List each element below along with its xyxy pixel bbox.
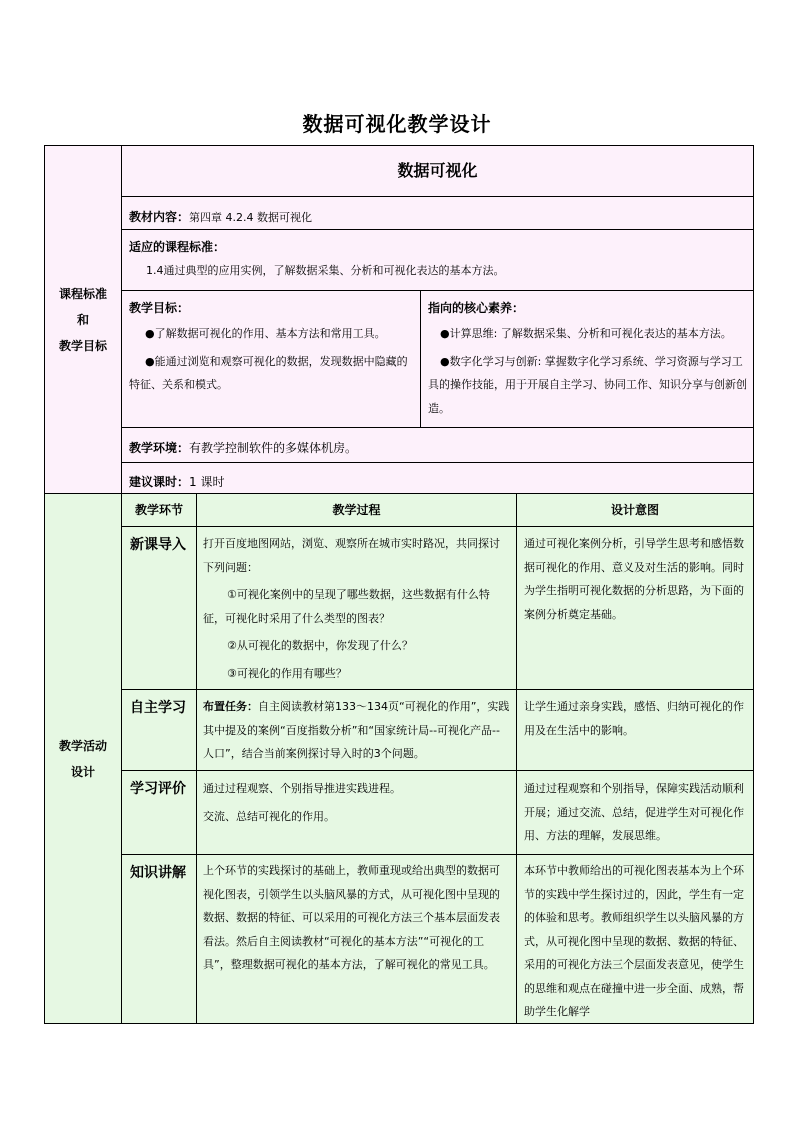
side-label-line: 设计	[70, 764, 95, 779]
intent-text: 让学生通过亲身实践，感悟、归纳可视化的作用及在生活中的影响。	[524, 700, 744, 737]
intent-cell	[517, 855, 753, 1023]
lesson-plan-table	[44, 145, 754, 1024]
process-cell	[197, 771, 516, 854]
grid-line	[122, 290, 753, 291]
standard-text: 1.4通过典型的应用实例，了解数据采集、分析和可视化表达的基本方法。	[146, 264, 505, 277]
hours-value: 1 课时	[189, 475, 225, 489]
grid-line	[121, 146, 122, 1023]
grid-line	[122, 854, 753, 855]
process-question: ②从可视化的数据中，你发现了什么？	[227, 639, 413, 652]
grid-line	[122, 427, 753, 428]
grid-line	[122, 770, 753, 771]
environment-value: 有教学控制软件的多媒体机房。	[189, 441, 358, 455]
grid-line	[122, 526, 753, 527]
grid-line	[516, 494, 517, 1023]
literacy-item: ●数字化学习与创新: 掌握数字化学习系统、学习资源与学习工具的操作技能，用于开展自主学习、协同工作、知识分享与创新创造。	[428, 354, 747, 415]
intent-text: 通过过程观察和个别指导，保障实践活动顺利开展；通过交流、总结，促进学生对可视化作用、方法的理解，发展思维。	[524, 782, 744, 842]
hours-cell	[122, 463, 753, 493]
textbook-label: 教材内容：	[129, 210, 190, 224]
lesson-title-cell	[122, 146, 753, 196]
goals-cell	[122, 291, 420, 427]
process-question: ③可视化的作用有哪些？	[227, 666, 347, 680]
side-label-line: 教学活动	[58, 738, 107, 753]
side-label-line: 课程标准	[58, 286, 107, 301]
grid-line	[45, 493, 753, 494]
process-cell	[197, 855, 516, 1023]
literacy-cell	[421, 291, 753, 427]
intent-cell	[517, 771, 753, 854]
intent-text: 本环节中教师给出的可视化图表基本为上个环节的实践中学生探讨过的，因此，学生有一定的体验和思考。教师组织学生以头脑风暴的方式，从可视化图中呈现的数据、数据的特征、采用的可视化方法三个层面发表意见，使学生的思维和观点在碰撞中进一步全面、成熟，帮助学生化解学	[524, 864, 744, 1018]
grid-line	[122, 229, 753, 230]
side-label-line: 教学目标	[58, 338, 107, 353]
environment-cell	[122, 428, 753, 462]
process-text: 交流、总结可视化的作用。	[203, 809, 335, 823]
process-text: 上个环节的实践探讨的基础上，教师重现或给出典型的数据可视化图表，引领学生以头脑风暴的方式，从可视化图中呈现的数据、数据的特征、可以采用的可视化方法三个基本层面发表看法。然后自主阅读教材“可视化的基本方法”“可视化的工具”，整理数据可视化的基本方法，了解可视化的常见工具。	[203, 864, 500, 971]
task-label: 布置任务：	[203, 700, 258, 713]
stage-cell: 学习评价	[122, 771, 196, 854]
column-header-intent: 设计意图	[517, 494, 753, 526]
textbook-cell	[122, 197, 753, 229]
stage-cell: 自主学习	[122, 690, 196, 770]
intent-text: 通过可视化案例分析，引导学生思考和感悟数据可视化的作用、意义及对生活的影响。同时为学生指明可视化数据的分析思路，为下面的案例分析奠定基础。	[524, 537, 744, 621]
stage-cell: 知识讲解	[122, 855, 196, 1023]
process-cell	[197, 527, 516, 689]
goals-label: 教学目标：	[129, 301, 190, 315]
column-header-stage: 教学环节	[122, 494, 196, 526]
textbook-value: 第四章 4.2.4 数据可视化	[189, 211, 312, 224]
activities-side-label	[45, 494, 121, 1023]
goal-item: ●了解数据可视化的作用、基本方法和常用工具。	[145, 327, 386, 340]
grid-line	[122, 689, 753, 690]
hours-label: 建议课时：	[129, 475, 190, 489]
grid-line	[196, 494, 197, 1023]
document-title: 数据可视化教学设计	[302, 112, 492, 136]
grid-line	[420, 291, 421, 427]
intent-cell	[517, 690, 753, 770]
process-text: 打开百度地图网站，浏览、观察所在城市实时路况，共同探讨下列问题：	[203, 537, 500, 574]
side-label-line: 和	[76, 312, 89, 327]
lesson-title: 数据可视化	[397, 161, 478, 180]
process-text: 通过过程观察、个别指导推进实践进程。	[203, 782, 401, 795]
literacy-label: 指向的核心素养：	[428, 301, 525, 315]
intent-cell	[517, 527, 753, 689]
process-text: 自主阅读教材第133～134页“可视化的作用”，实践其中提及的案例“百度指数分析”和“国家统计局--可视化产品--人口”，结合当前案例探讨导入时的3个问题。	[203, 700, 510, 760]
environment-label: 教学环境：	[129, 441, 190, 455]
process-question: ①可视化案例中的呈现了哪些数据，这些数据有什么特征，可视化时采用了什么类型的图表？	[203, 588, 490, 625]
grid-line	[122, 462, 753, 463]
process-cell	[197, 690, 516, 770]
standards-side-label	[45, 146, 121, 493]
goal-item: ●能通过浏览和观察可视化的数据，发现数据中隐藏的特征、关系和模式。	[129, 354, 408, 391]
grid-line	[122, 196, 753, 197]
standard-cell	[122, 230, 753, 290]
column-header-process: 教学过程	[197, 494, 516, 526]
stage-cell: 新课导入	[122, 527, 196, 689]
standard-label: 适应的课程标准：	[129, 240, 226, 254]
literacy-item: ●计算思维: 了解数据采集、分析和可视化表达的基本方法。	[440, 327, 732, 340]
